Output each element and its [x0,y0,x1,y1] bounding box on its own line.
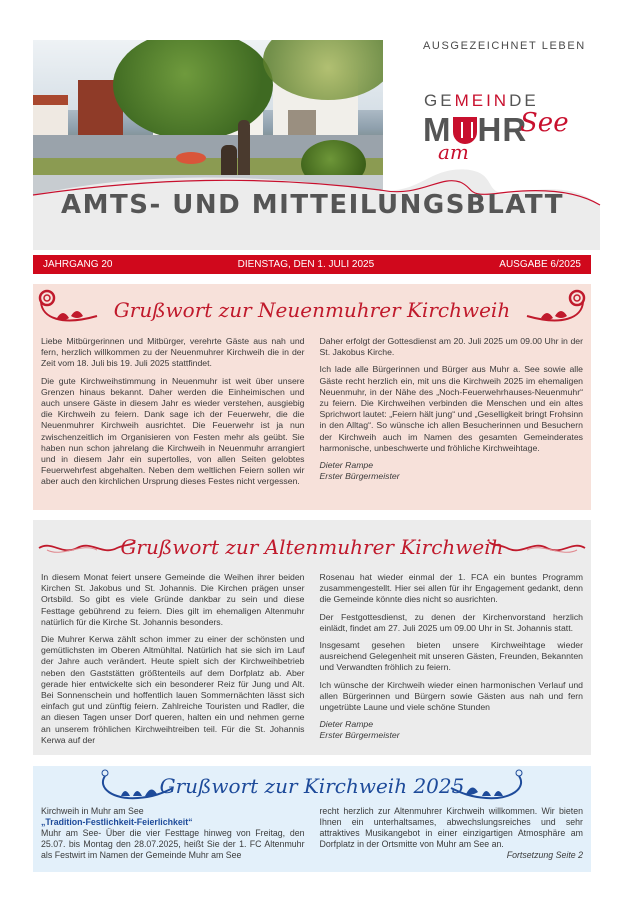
paragraph: Liebe Mitbürgerinnen und Mitbürger, verehrte Gäste aus nah und fern, herzlich willkommen zu der Neuenmuhrer Kirchweih die in der Zeit vom 18. Juli bis 19. Juli 2025 stattfindet. [41,336,305,369]
article-title: Grußwort zur Kirchweih 2025 [159,774,465,798]
paragraph: Insgesamt gesehen bieten unsere Kirchweihtage wieder ausreichend Gelegenheit mit unseren Gästen, Freunden, Bekannten und Verwandten fröhlich zu feiern. [319,640,583,673]
motto: „Tradition-Festlichkeit-Feierlichkeit“ [41,817,193,827]
article-columns [41,336,583,494]
article-neuenmuhr [33,284,591,510]
column-right [320,336,584,494]
column-left [41,806,305,861]
article-columns [41,806,583,861]
article-columns [41,572,583,752]
paragraph: recht herzlich zur Altenmuhrer Kirchweih willkommen. Wir bieten Ihnen ein unterhaltsames, abwechslungsreiches und sehr attraktives Musikangebot in einer einzigartigen Atmosphäre am Dorfplatz in der Ortsmitte von Muhr am See an. [319,806,583,849]
issue-number: AUSGABE 6/2025 [499,259,581,270]
paragraph: Die Muhrer Kerwa zählt schon immer zu einer der schönsten und gemütlichsten im Oberen Altmühltal. Natürlich hat sie sich im Lauf der Jahre auch verändert. Heute spielt sich der Kirchweihbetrieb neben den Gaststätten größtenteils auf dem Dorfplatz ab. Aber gerade hier entwickelte sich ein besonderer Reiz für Jung und Alt. Bei Sonnenschein und hoffentlich lauen Sommernächten lässt sich einfach gut und zünftig feiern. Zahlreiche Touristen und Radler, die an diesen Tagen unser Dorf queren, halten ein und nehmen gerne an unserem fröhlichen Kirchweihtreiben teil. Für die St. Johannis Kerwa auf der [41,634,305,745]
signature-name: Dieter Rampe [319,460,374,471]
paragraph: Ich lade alle Bürgerinnen und Bürger aus Muhr a. See sowie alle Gäste recht herzlich ein, mit uns die Kirchweih 2025 im ehemaligen Neuenmuhr, in der Nähe des „Noch-Feuerwehrhauses-Neuenmuhr“ zu feiern. Die Kirchweihen verbinden die Menschen und ein altes Sprichwort lautet: „Feiern hält jung“ und „Geselligkeit bringt Frohsinn in den Alltag“. So wünsche ich allen Besucherinnen und Besuchern der Kirchweih auch im Namen des gesamten Gemeinderates harmonische, unbeschwerte und fröhliche Kirchweihtage. [319,364,583,453]
continuation-link[interactable]: Fortsetzung Seite 2 [506,850,583,860]
signature-role: Erster Bürgermeister [319,471,400,482]
paragraph: Muhr am See- Über die vier Festtage hinweg von Freitag, den 25.07. bis Montag den 28.07.2025, heißt Sie der 1. FC Altenmuhr als Festwirt im Namen der Gemeinde Muhr am See [41,828,305,860]
column-left [41,572,305,752]
tagline: AUSGEZEICHNET LEBEN [423,40,586,52]
logo-gemeinde-mein: MEIN [454,91,510,110]
paragraph: Rosenau hat wieder einmal der 1. FCA ein buntes Programm zusammengestellt. Hier sei allen für ihr Engagement gedankt, denn die Gemeinde könnte dies nicht so ausrichten. [319,572,583,605]
article-title: Grußwort zur Neuenmuhrer Kirchweih [113,298,511,322]
logo-muhr-m: M [423,111,452,148]
signature-role: Erster Bürgermeister [319,730,400,741]
article-altenmuhr [33,520,591,755]
signature-name: Dieter Rampe [319,719,374,730]
paragraph: In diesem Monat feiert unsere Gemeinde die Weihen ihrer beiden Kirchen St. Jakobus und St. Johannis. Die Kirchen prägen unser Ortsbild. So gibt es viele Gründe dankbar zu sein und diese Festtage gebührend zu feiern. Dies gilt im ehemaligen Altenmuhr natürlich für die Kirche St. Johannis besonders. [41,572,305,627]
volume-label: JAHRGANG 20 [43,259,113,270]
photo-garage-door [288,110,316,135]
paragraph: Die gute Kirchweihstimmung in Neuenmuhr ist weit über unsere Grenzen hinaus bekannt. Daher werden die Einheimischen und auch unsere Gäste in diesem Jahr es wieder verstehen, ausgiebig die Kirchweih zu feiern. Dank sage ich der Feuerwehr, die die Neuenmuhrer Kirchweih ausrichtet. Die Feuerwehr ist ja nun zwischenzeitlich im Organisieren von Festen mehr als geübt. Sie haben nun schon jahrelang die Kirchweih in Neuenmuhr arrangiert und in diesem Jahr ein supertolles, von allen Seiten gelobtes Feuerwehrfest abgehalten. Neben dem weltlichen Feiern sollen wir aber auch den kirchlichen Ursprung dieses Festes nicht vergessen. [41,375,305,487]
info-bar [33,255,591,274]
paragraph: Der Festgottesdienst, zu denen der Kirchenvorstand herzlich einlädt, findet am 27. Juli 2025 um 09.00 Uhr in St. Johannis statt. [319,611,583,633]
column-right [320,572,584,752]
issue-date: DIENSTAG, DEN 1. JULI 2025 [237,259,375,270]
logo-muhr-hr: HR [477,111,528,148]
logo-gemeinde-prefix: GE [424,91,455,110]
logo-am: am [438,140,469,164]
paragraph: Daher erfolgt der Gottesdienst am 20. Juli 2025 um 09.00 Uhr in der St. Jakobus Kirche. [319,336,583,358]
article-kirchweih-2025 [33,766,591,872]
column-left [41,336,305,494]
logo-see: See [520,108,569,138]
paragraph: Ich wünsche der Kirchweih wieder einen harmonischen Verlauf und allen Bürgerinnen und Bürgern sowie Gästen aus nah und fern ungetrübte Laune und viele schöne Stunden [319,679,583,713]
intro-line: Kirchweih in Muhr am See [41,806,144,816]
logo-gemeinde-suffix: DE [509,91,539,110]
masthead-title: AMTS- UND MITTEILUNGSBLATT [61,190,564,220]
column-right [320,806,584,861]
article-title: Grußwort zur Altenmuhrer Kirchweih [120,535,504,559]
